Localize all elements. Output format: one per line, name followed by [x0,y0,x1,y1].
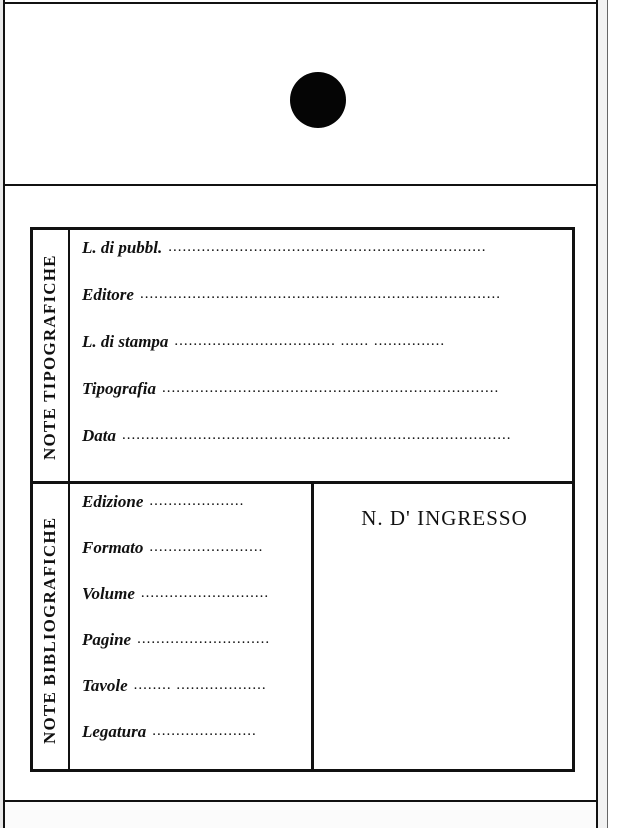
field-label: L. di stampa [82,332,169,351]
field-label: Pagine [82,630,132,649]
field-row[interactable] [82,676,308,722]
sheet-border-right-outer [607,0,608,828]
caption-rule-typographic [68,230,70,481]
header-band [5,4,596,184]
field-label: Tavole [82,676,128,695]
bibliographic-fields [82,492,308,768]
field-row[interactable] [82,492,308,538]
field-input-line[interactable]: ........................ [149,539,264,555]
section-caption-bibliographic: NOTE BIBLIOGRAFICHE [40,516,59,744]
field-row[interactable] [82,285,562,332]
field-input-line[interactable]: ............................ [137,631,271,647]
field-row[interactable] [82,722,308,768]
field-row[interactable] [82,538,308,584]
sheet-border-bottom [3,800,598,802]
field-row[interactable] [82,630,308,676]
field-row[interactable] [82,238,562,285]
field-input-line[interactable]: ........ ................... [133,677,267,693]
field-label: Editore [82,285,134,304]
scan-edge-right [598,0,607,828]
field-input-line[interactable]: ........................... [140,585,270,601]
section-caption-typographic: NOTE TIPOGRAFICHE [40,254,59,460]
field-label: Tipografia [82,379,156,398]
field-label: Data [82,426,116,445]
punch-hole-icon [290,72,346,128]
header-divider [3,184,596,186]
field-input-line[interactable]: ............................................................................ [139,286,501,302]
field-label: L. di pubbl. [82,238,163,257]
field-label: Legatura [82,722,147,741]
caption-rule-bibliographic [68,484,70,772]
field-row[interactable] [82,332,562,379]
ingress-number-box[interactable] [311,484,575,772]
field-input-line[interactable]: ...................... [152,723,257,739]
field-input-line[interactable]: .................... [149,493,245,509]
scan-edge-bottom [5,802,596,828]
field-input-line[interactable]: ....................................................................... [161,380,500,396]
field-input-line[interactable]: ................................................................... [168,239,487,255]
typographic-fields [82,238,562,476]
field-label: Formato [82,538,144,557]
sheet-border-right [596,0,598,828]
field-row[interactable] [82,379,562,426]
field-input-line[interactable]: .................................. ...... ............... [174,333,446,349]
field-label: Edizione [82,492,144,511]
field-row[interactable] [82,426,562,473]
ingress-title: N. D' INGRESSO [361,506,528,530]
field-label: Volume [82,584,135,603]
field-row[interactable] [82,584,308,630]
field-input-line[interactable]: .................................................................................. [122,427,512,443]
